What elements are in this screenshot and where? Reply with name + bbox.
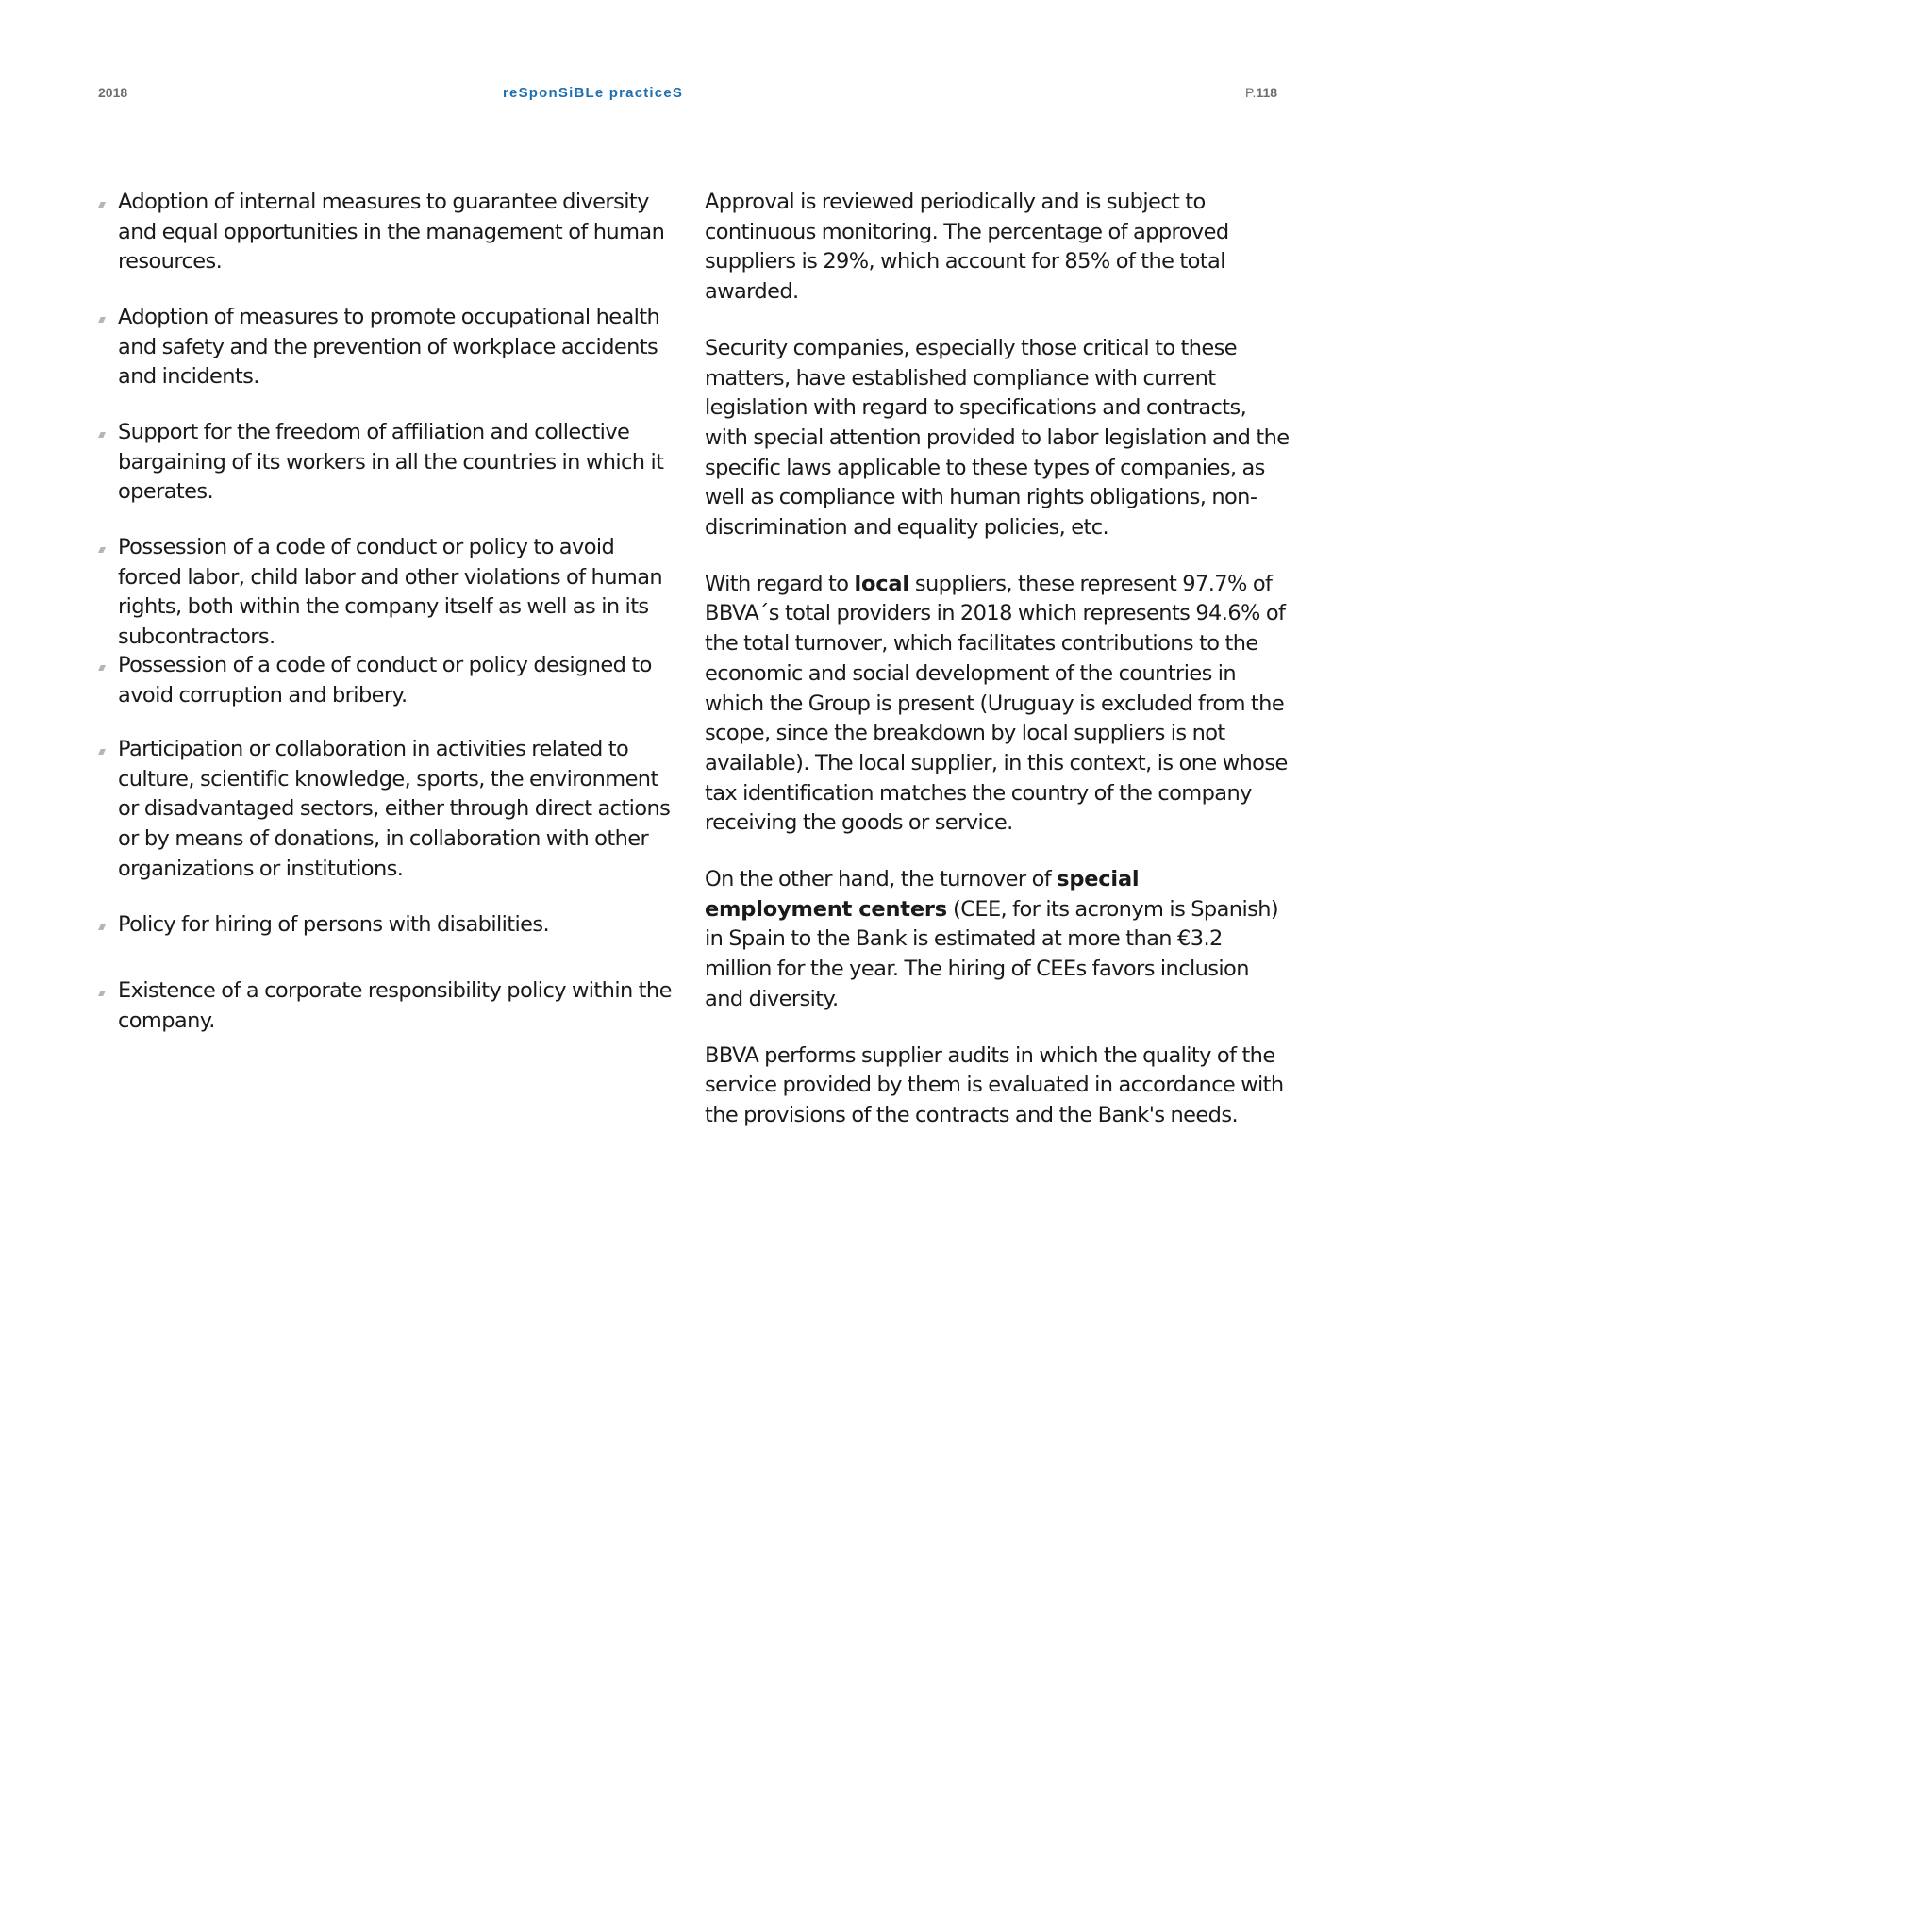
bullet-item <box>98 976 674 1036</box>
text-run: suppliers, these represent 97.7% of BBVA´s total providers in 2018 which represents 94.6% of the total turnover, which facilitates contributions to the economic and social development of the countries in which the Group is present (Uruguay is excluded from the scope, since the breakdown by local suppliers is not available). The local supplier, in this context, is one whose tax identification matches the country of the company receiving the goods or service. <box>705 571 1288 836</box>
bullet-item <box>98 651 674 708</box>
bullet-text: Policy for hiring of persons with disabilities. <box>118 912 550 937</box>
document-page <box>0 0 1297 1127</box>
bullet-list <box>98 188 674 1036</box>
paragraph-local-suppliers <box>705 570 1290 839</box>
bullet-marker-icon <box>98 665 106 671</box>
bold-term: local <box>854 571 909 596</box>
bullet-marker-icon <box>98 432 106 438</box>
bullet-text: Participation or collaboration in activities related to culture, scientific knowledge, sports, the environment or disadvantaged sectors, either through direct actions or by means of donations, in collaboration with other organizations or institutions. <box>118 737 671 881</box>
bullet-item <box>98 910 674 937</box>
text-run: With regard to <box>705 571 855 596</box>
text-run: (CEE, for its acronym is Spanish) in Spain to the Bank is estimated at more than €3.2 million for the year. The hiring of CEEs favors inclusion and diversity. <box>705 896 1279 1011</box>
paragraph-security-companies: Security companies, especially those critical to these matters, have established compliance with current legislation with regard to specifications and contracts, with special attention provided to labor legislation and the specific laws applicable to these types of companies, as well as compliance with human rights obligations, non-discrimination and equality policies, etc. <box>705 335 1290 541</box>
bullet-text: Existence of a corporate responsibility policy within the company. <box>118 978 672 1033</box>
page-label: P. <box>1245 85 1257 100</box>
bullet-item <box>98 418 674 505</box>
bullet-item <box>98 533 674 650</box>
page-number-value: 118 <box>1256 85 1278 100</box>
bullet-item <box>98 735 674 881</box>
bullet-text: Adoption of measures to promote occupational health and safety and the prevention of workplace accidents and incidents. <box>118 305 660 390</box>
bullet-text: Adoption of internal measures to guarantee diversity and equal opportunities in the management of human resources. <box>118 190 665 275</box>
bullet-marker-icon <box>98 202 106 208</box>
header-page-number <box>1245 85 1277 100</box>
bullet-marker-icon <box>98 749 106 755</box>
bullet-marker-icon <box>98 547 106 553</box>
bold-term: special employment centers <box>705 867 1140 922</box>
header-year: 2018 <box>98 85 128 100</box>
text-run: On the other hand, the turnover of <box>705 867 1058 892</box>
bullet-item <box>98 188 674 275</box>
bullet-text: Possession of a code of conduct or policy designed to avoid corruption and bribery. <box>118 653 652 708</box>
right-column <box>705 188 1290 1131</box>
header-section-title: reSponSiBLe practiceS <box>503 85 684 101</box>
bullet-marker-icon <box>98 924 106 930</box>
bullet-marker-icon <box>98 317 106 323</box>
paragraph-approval: Approval is reviewed periodically and is subject to continuous monitoring. The percentage of approved suppliers is 29%, which account for 85% of the total awarded. <box>705 190 1229 305</box>
bullet-text: Possession of a code of conduct or policy to avoid forced labor, child labor and other violations of human rights, both within the company itself as well as in its subcontractors. <box>118 535 663 650</box>
bullet-marker-icon <box>98 991 106 996</box>
paragraph-supplier-audits: BBVA performs supplier audits in which the quality of the service provided by them is evaluated in accordance with the provisions of the contracts and the Bank's needs. <box>705 1042 1284 1127</box>
paragraph-special-employment-centers <box>705 865 1290 1015</box>
left-column <box>98 188 674 1036</box>
bullet-item <box>98 303 674 390</box>
bullet-text: Support for the freedom of affiliation and collective bargaining of its workers in all the countries in which it operates. <box>118 420 664 505</box>
